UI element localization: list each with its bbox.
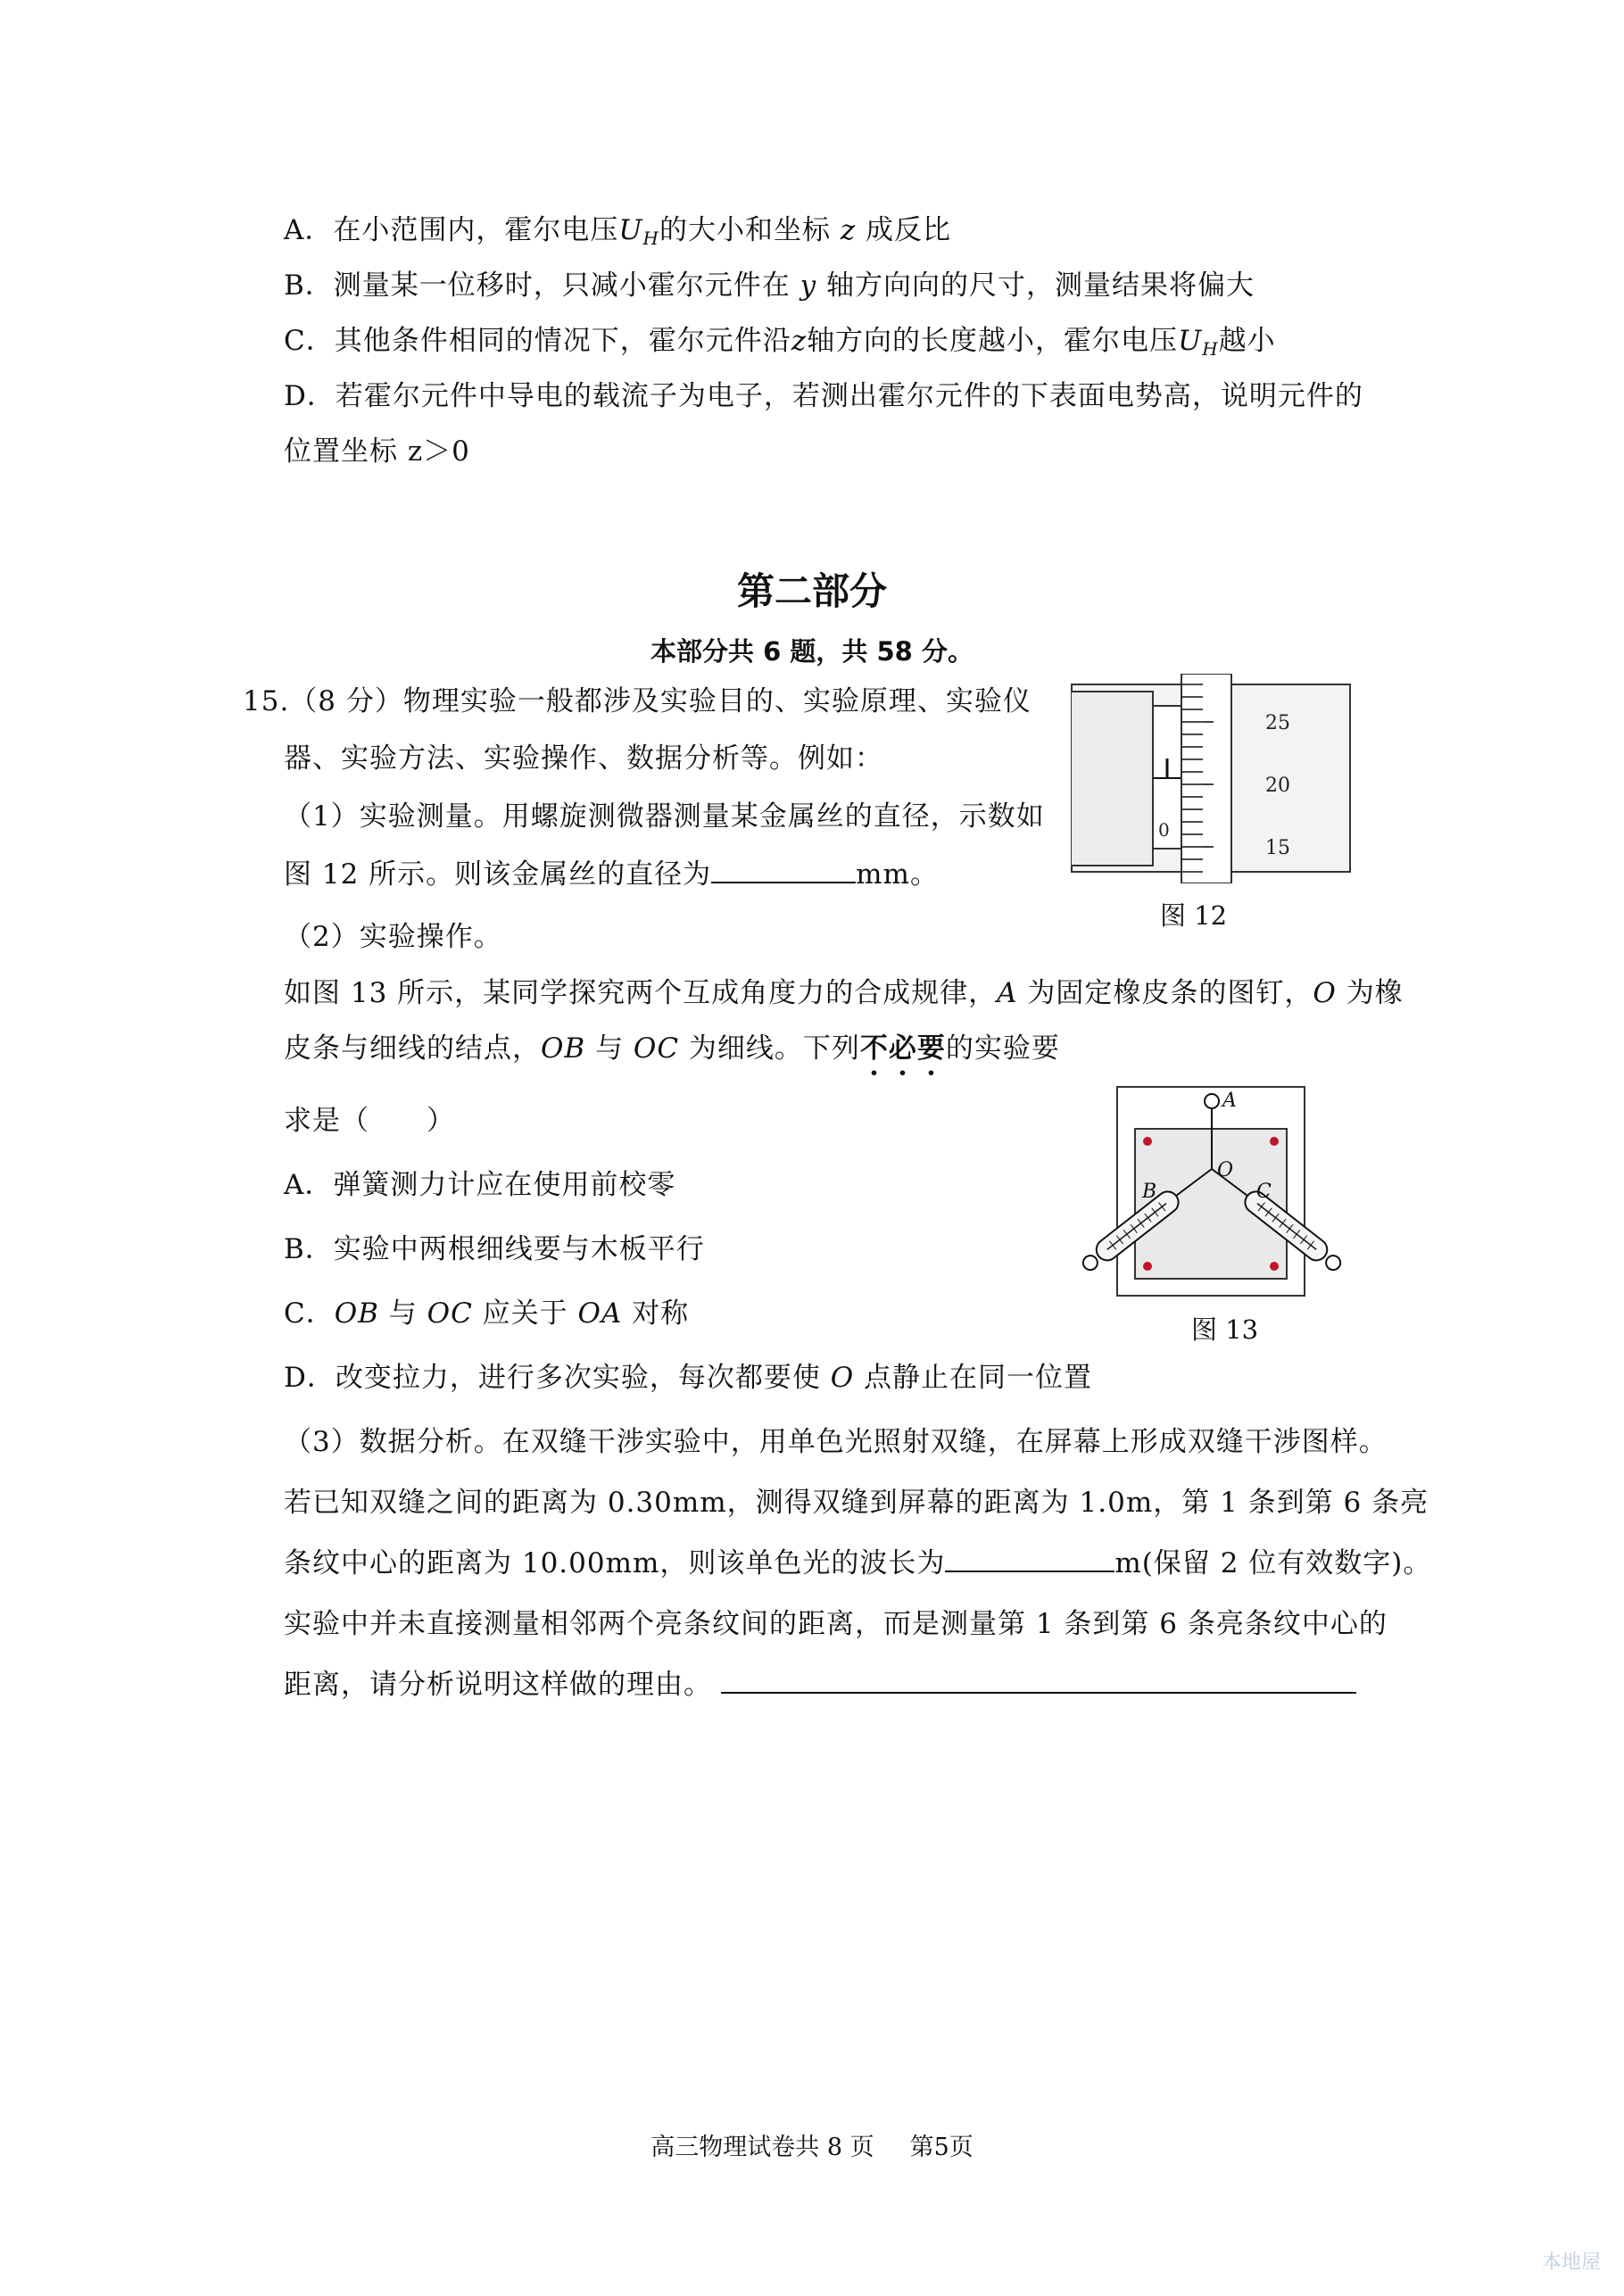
q15-part2-line2: 皮条与细线的结点，OB 与 OC 为细线。下列不必要的实验要: [284, 1032, 1060, 1065]
option-a: A．在小范围内，霍尔电压$U_H$的大小和坐标 z 成反比: [284, 214, 952, 249]
q15-part2-head: （2）实验操作。: [284, 921, 502, 953]
option-d-line2: 位置坐标 z＞0: [284, 435, 470, 468]
option-c: C．其他条件相同的情况下，霍尔元件沿z轴方向的长度越小，霍尔电压$U_H$越小: [284, 325, 1276, 360]
q15-part1-line2: 图 12 所示。则该金属丝的直径为 mm。: [284, 858, 939, 891]
q15-part1-line1: （1）实验测量。用螺旋测微器测量某金属丝的直径，示数如: [284, 800, 1045, 833]
label-B: B: [1142, 1181, 1157, 1203]
q15-intro-line1: 15.（8 分）物理实验一般都涉及实验目的、实验原理、实验仪: [243, 685, 1032, 717]
q15-part3-line5: 距离，请分析说明这样做的理由。: [284, 1667, 1356, 1703]
q15-part3-line2: 若已知双缝之间的距离为 0.30mm，测得双缝到屏幕的距离为 1.0m，第 1 条到第 6 条亮: [284, 1487, 1429, 1519]
section-title: 第二部分: [736, 569, 887, 613]
label-O: O: [1217, 1159, 1234, 1181]
option-b: B．测量某一位移时，只减小霍尔元件在 y 轴方向向的尺寸，测量结果将偏大: [284, 269, 1255, 302]
answer-blank-wavelength[interactable]: [945, 1547, 1114, 1572]
figure-13-caption: 图 13: [1191, 1314, 1259, 1345]
q15-part3-line4: 实验中并未直接测量相邻两个亮条纹间的距离，而是测量第 1 条到第 6 条亮条纹中心的: [284, 1608, 1388, 1640]
option-d-line1: D．若霍尔元件中导电的载流子为电子，若测出霍尔元件的下表面电势高，说明元件的: [284, 380, 1363, 412]
q15-intro-line2: 器、实验方法、实验操作、数据分析等。例如：: [284, 742, 883, 775]
q15-part2-line3: 求是（ ）: [284, 1105, 455, 1137]
answer-blank-reason[interactable]: [721, 1669, 1356, 1694]
q15-option-d: D．改变拉力，进行多次实验，每次都要使 O 点静止在同一位置: [284, 1362, 1092, 1394]
q15-part3-line1: （3）数据分析。在双缝干涉实验中，用单色光照射双缝，在屏幕上形成双缝干涉图样。: [284, 1426, 1388, 1458]
q15-part2-line1: 如图 13 所示，某同学探究两个互成角度力的合成规律，A 为固定橡皮条的图钉，O 为橡: [284, 977, 1404, 1009]
figure-12-caption: 图 12: [1160, 900, 1228, 931]
watermark-logo: 本地屋: [1541, 2251, 1601, 2274]
q15-part3-line3: 条纹中心的距离为 10.00mm，则该单色光的波长为 m(保留 2 位有效数字)。: [284, 1547, 1432, 1579]
q15-option-c: C．OB 与 OC 应关于 OA 对称: [284, 1297, 690, 1330]
q15-option-a: A．弹簧测力计应在使用前校零: [284, 1169, 676, 1201]
page-footer: [0, 2127, 1624, 2162]
section-subtitle: 本部分共 6 题，共 58 分。: [650, 636, 974, 667]
micrometer-label-25: 25: [1265, 712, 1290, 734]
label-A: A: [1222, 1090, 1237, 1112]
micrometer-zero: 0: [1158, 819, 1170, 841]
micrometer-label-15: 15: [1265, 837, 1290, 859]
figure-12-micrometer: [1071, 674, 1356, 883]
figure-13-force-experiment: [1071, 1080, 1365, 1303]
q15-option-b: B．实验中两根细线要与木板平行: [284, 1233, 705, 1265]
answer-blank-diameter[interactable]: [711, 858, 856, 883]
footer-text: 高三物理试卷共 8 页: [650, 2134, 874, 2161]
label-C: C: [1256, 1181, 1272, 1203]
micrometer-label-20: 20: [1265, 775, 1290, 797]
footer-page: 第5页: [909, 2134, 974, 2161]
